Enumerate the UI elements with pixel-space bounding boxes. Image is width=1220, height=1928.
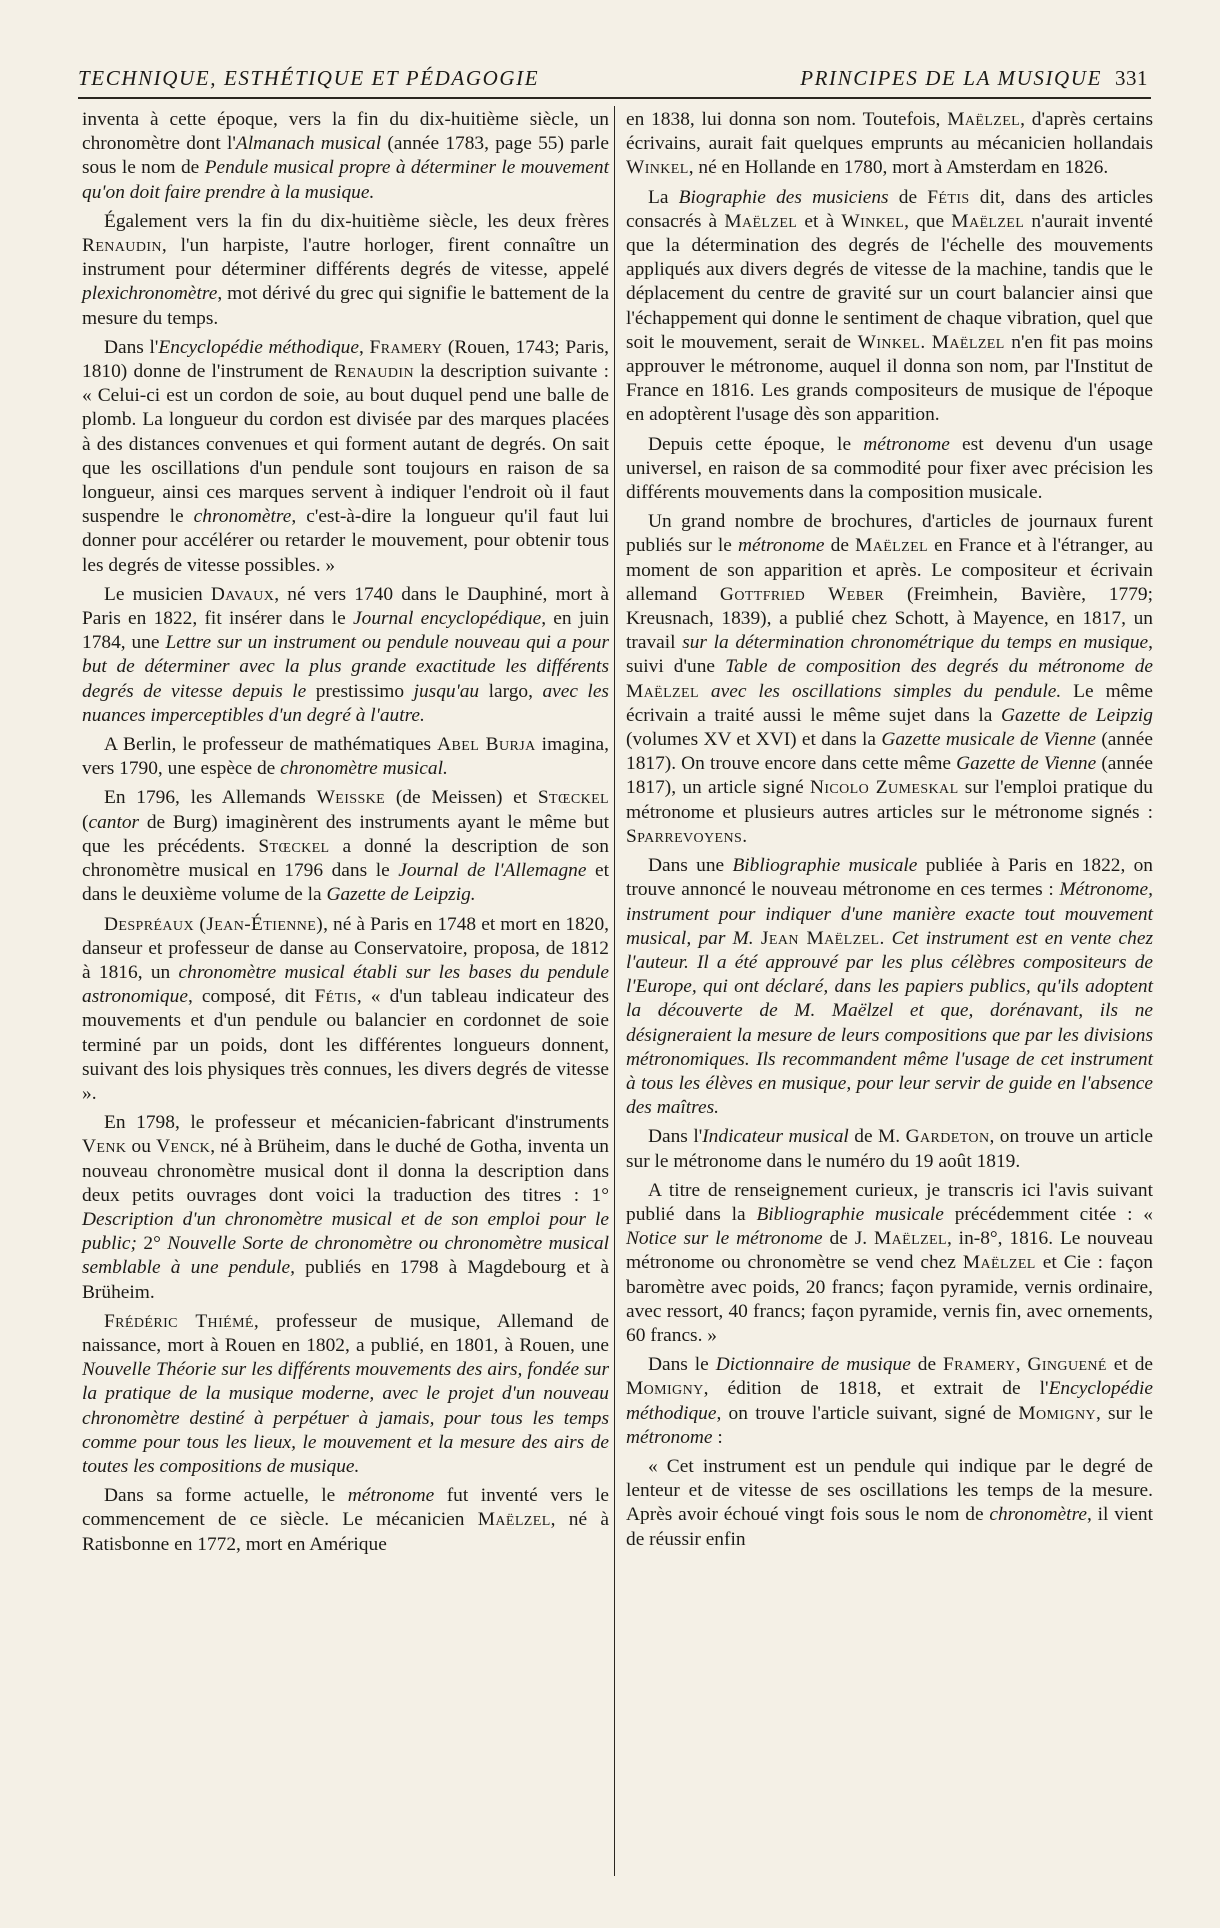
page-number: 331 — [1115, 66, 1148, 90]
paragraph: Dans sa forme actuelle, le métronome fut inventé vers le commencement de ce siècle. Le mécanicien Maëlzel, né à Ratisbonne en 1772, mort en Amérique — [82, 1485, 609, 1555]
right-column — [626, 108, 1153, 1557]
paragraph: Également vers la fin du dix-huitième siècle, les deux frères Renaudin, l'un harpiste, l'autre horloger, firent connaître un instrument pour déterminer différents degrés de vitesse, appelé plexichronomètre, mot dérivé du grec qui signifie le battement de la mesure du temps. — [82, 210, 609, 329]
paragraph: Le musicien Davaux, né vers 1740 dans le Dauphiné, mort à Paris en 1822, fit insérer dans le Journal encyclopédique, en juin 1784, une Lettre sur un instrument ou pendule nouveau qui a pour but de déterminer avec la plus grande exactitude les différents degrés de vitesse depuis le prestissimo jusqu'au largo, avec les nuances imperceptibles d'un degré à l'autre. — [82, 583, 610, 726]
header-right-title: PRINCIPES DE LA MUSIQUE — [800, 66, 1102, 90]
running-header — [78, 66, 1148, 96]
paragraph: Dans l'Encyclopédie méthodique, Framery (Rouen, 1743; Paris, 1810) donne de l'instrument de Renaudin la description suivante : « Celui-ci est un cordon de soie, au bout duquel pend une balle de plomb. La longueur du cordon est divisée par des marques placées à des distances convenues et qui forment autant de degrés. On sait que les oscillations d'un pendule sont toujours en raison de sa longueur, ainsi ces marques servent à indiquer l'endroit où il faut suspendre le chronomètre, c'est-à-dire la longueur qu'il faut lui donner pour accélérer ou retarder le mouvement, pour obtenir tous les degrés de vitesse possibles. » — [82, 336, 609, 576]
paragraph: « Cet instrument est un pendule qui indique par le degré de lenteur et de vitesse de ses oscillations les temps de la mesure. Après avoir échoué vingt fois sous le nom de chronomètre, il vient de réussir enfin — [626, 1455, 1153, 1550]
column-divider — [614, 106, 615, 1876]
paragraph: En 1798, le professeur et mécanicien-fabricant d'instruments Venk ou Venck, né à Brüheim, dans le duché de Gotha, inventa un nouveau chronomètre musical dont il donna la description dans deux petits ouvrages dont voici la traduction des titres : 1° Description d'un chronomètre musical et de son emploi pour le public; 2° Nouvelle Sorte de chronomètre ou chronomètre musical semblable à une pendule, publiés en 1798 à Magdebourg et à Brüheim. — [82, 1112, 609, 1303]
paragraph: en 1838, lui donna son nom. Toutefois, Maëlzel, d'après certains écrivains, aurait fait quelques emprunts au mécanicien hollandais Winkel, né en Hollande en 1780, mort à Amsterdam en 1826. — [626, 109, 1154, 179]
header-rule — [78, 97, 1151, 99]
paragraph: Despréaux (Jean-Étienne), né à Paris en 1748 et mort en 1820, danseur et professeur de danse au Conservatoire, proposa, de 1812 à 1816, un chronomètre musical établi sur les bases du pendule astronomique, composé, dit Fétis, « d'un tableau indicateur des mouvements et d'un pendule ou balancier en cordonnet de soie terminé par un poids, dont les différentes longueurs donnent, suivant des lois physiques très connues, les divers degrés de vitesse ». — [82, 913, 610, 1104]
paragraph: Dans le Dictionnaire de musique de Framery, Ginguené et de Momigny, édition de 1818, et extrait de l'Encyclopédie méthodique, on trouve l'article suivant, signé de Momigny, sur le métronome : — [626, 1354, 1154, 1448]
header-left-title: TECHNIQUE, ESTHÉTIQUE ET PÉDAGOGIE — [78, 66, 540, 90]
left-column — [82, 108, 609, 1562]
paragraph: En 1796, les Allemands Weisske (de Meissen) et Stœckel (cantor de Burg) imaginèrent des instruments ayant le même but que les précédents. Stœckel a donné la description de son chronomètre musical en 1796 dans le Journal de l'Allemagne et dans le deuxième volume de la Gazette de Leipzig. — [82, 787, 610, 906]
paragraph: inventa à cette époque, vers la fin du dix-huitième siècle, un chronomètre dont l'Almanach musical (année 1783, page 55) parle sous le nom de Pendule musical propre à déterminer le mouvement qu'on doit faire prendre à la musique. — [82, 109, 609, 203]
paragraph: A Berlin, le professeur de mathématiques Abel Burja imagina, vers 1790, une espèce de chronomètre musical. — [82, 734, 609, 780]
paragraph: Dans l'Indicateur musical de M. Gardeton, on trouve un article sur le métronome dans le numéro du 19 août 1819. — [626, 1126, 1153, 1172]
paragraph: A titre de renseignement curieux, je transcris ici l'avis suivant publié dans la Bibliographie musicale précédemment citée : « Notice sur le métronome de J. Maëlzel, in-8°, 1816. Le nouveau métronome ou chronomètre se vend chez Maëlzel et Cie : façon baromètre avec poids, 20 francs; façon pyramide, vernis ordinaire, avec ressort, 40 francs; façon pyramide, vernis fin, avec ornements, 60 francs. » — [626, 1179, 1153, 1346]
paragraph: Dans une Bibliographie musicale publiée à Paris en 1822, on trouve annoncé le nouveau métronome en ces termes : Métronome, instrument pour indiquer d'une manière exacte tout mouvement musical, par M. Jean Maëlzel. Cet instrument est en vente chez l'auteur. Il a été approuvé par les plus célèbres compositeurs de l'Europe, qui ont déclaré, dans les papiers publics, qu'ils adoptent la découverte de M. Maëlzel et que, dorénavant, ils ne désigneraient la mesure de leurs compositions que par les divisions métronomiques. Ils recommandent même l'usage de cet instrument à tous les élèves en musique, pour leur servir de guide en l'absence des maîtres. — [626, 855, 1153, 1119]
paragraph: Frédéric Thiémé, professeur de musique, Allemand de naissance, mort à Rouen en 1802, a publié, en 1801, à Rouen, une Nouvelle Théorie sur les différents mouvements des airs, fondée sur la pratique de la musique moderne, avec le projet d'un nouveau chronomètre destiné à perpétuer à jamais, pour tous les temps comme pour tous les lieux, le mouvement et la mesure des airs de toutes les compositions de musique. — [82, 1310, 610, 1477]
paragraph: La Biographie des musiciens de Fétis dit, dans des articles consacrés à Maëlzel et à Winkel, que Maëlzel n'aurait inventé que la détermination des degrés de l'échelle des mouvements appliqués aux divers degrés de vitesse de la machine, tandis que le déplacement du centre de gravité sur un court balancier ainsi que l'échappement qui donne le sentiment de chaque vibration, quel que soit le mouvement, serait de Winkel. Maëlzel n'en fit pas moins approuver le métronome, auquel il donna son nom, par l'Institut de France en 1816. Les grands compositeurs de musique de l'époque en adoptèrent l'usage dès son apparition. — [626, 186, 1154, 426]
paragraph: Un grand nombre de brochures, d'articles de journaux furent publiés sur le métronome de Maëlzel en France et à l'étranger, au moment de son apparition et après. Le compositeur et écrivain allemand Gottfried Weber (Freimhein, Bavière, 1779; Kreusnach, 1839), a publié chez Schott, à Mayence, en 1817, un travail sur la détermination chronométrique du temps en musique, suivi d'une Table de composition des degrés du métronome de Maëlzel avec les oscillations simples du pendule. Le même écrivain a traité aussi le même sujet dans la Gazette de Leipzig (volumes XV et XVI) et dans la Gazette musicale de Vienne (année 1817). On trouve encore dans cette même Gazette de Vienne (année 1817), un article signé Nicolo Zumeskal sur l'emploi pratique du métronome et plusieurs autres articles sur le métronome signés : Sparrevoyens. — [626, 511, 1154, 847]
paragraph: Depuis cette époque, le métronome est devenu d'un usage universel, en raison de sa commodité pour fixer avec précision les différents mouvements dans la composition musicale. — [626, 433, 1153, 504]
